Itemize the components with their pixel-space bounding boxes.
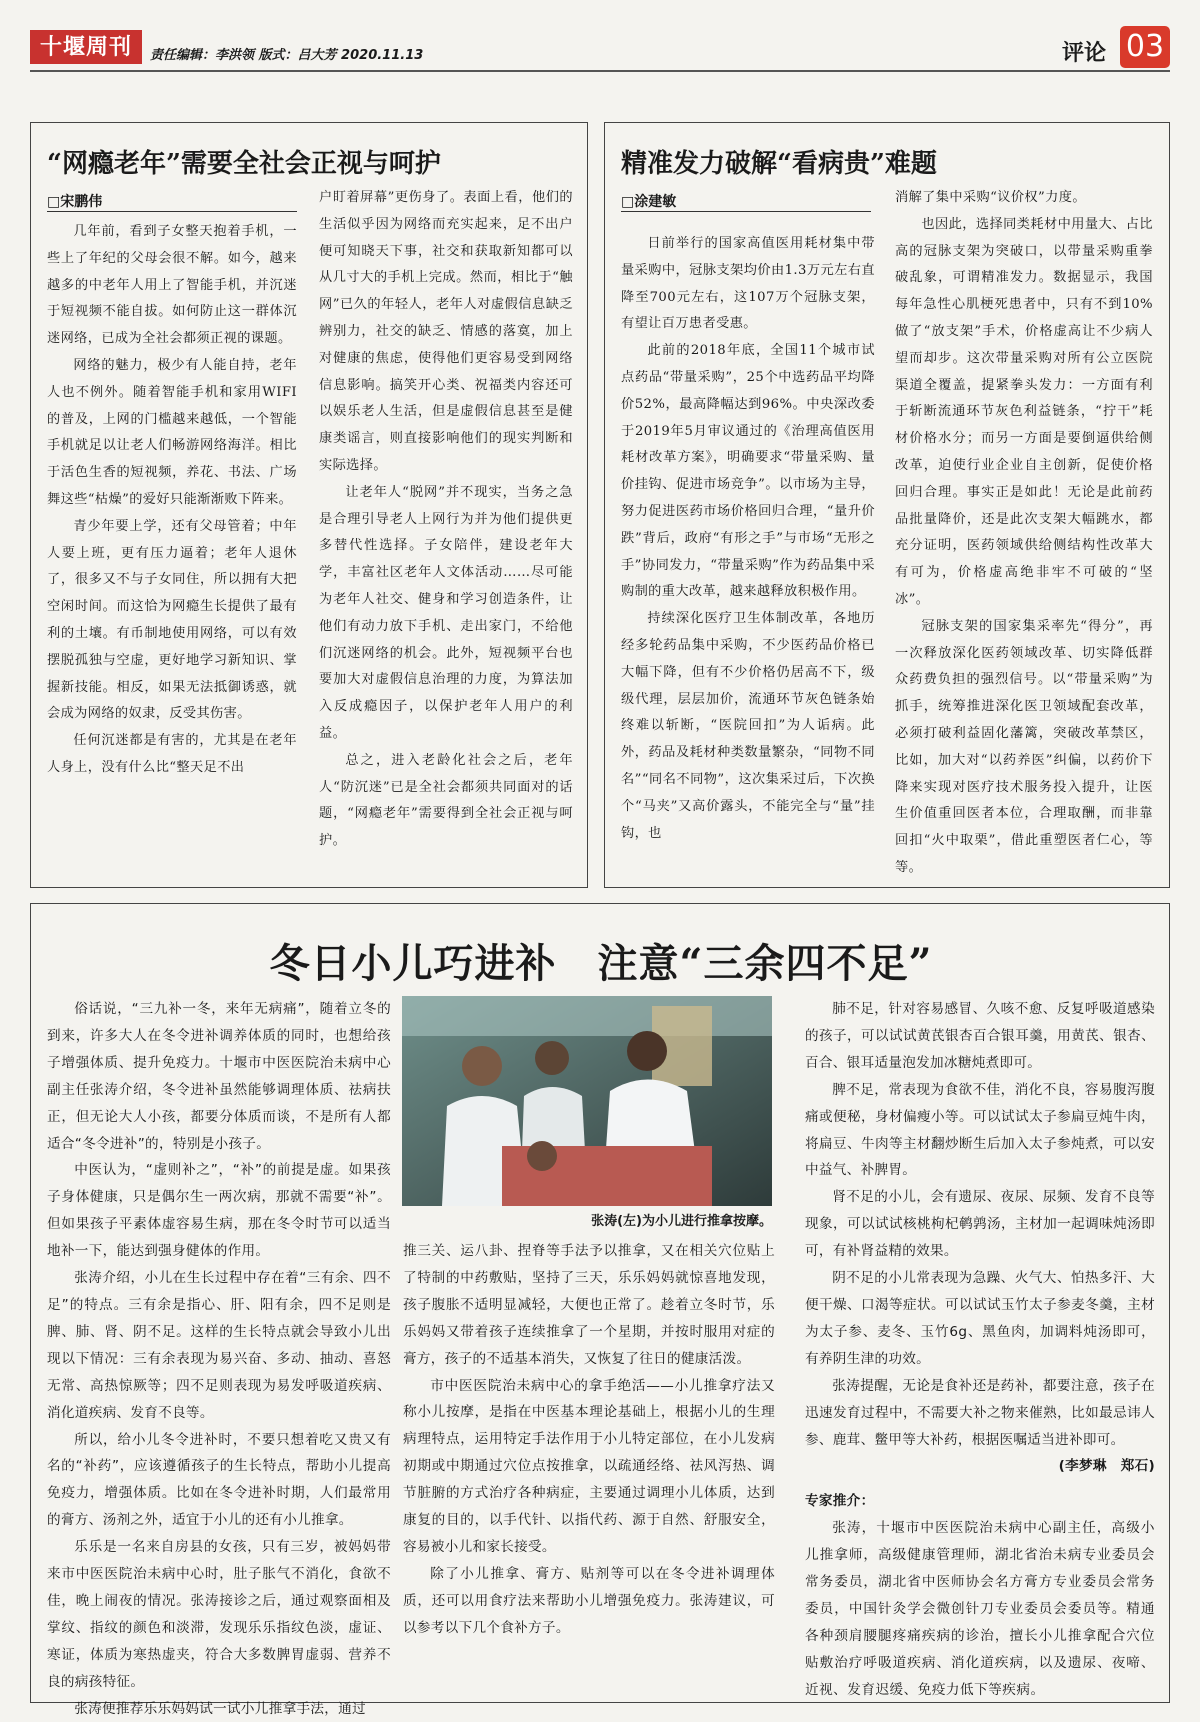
paragraph: 让老年人“脱网”并不现实，当务之急是合理引导老人上网行为并为他们提供更多替代性选择。子女陪伴，建设老年大学，丰富社区老年人文体活动……尽可能为老年人社交、健身和学习创造条件，让他们有动力放下手机、走出家门，不给他们沉迷网络的机会。此外，短视频平台也要加大对虚假信息治理的力度，为算法加入反成瘾因子，以保护老年人用户的利益。 <box>319 484 573 741</box>
bottom-article-column-3 <box>805 996 1155 1704</box>
massage-photo <box>402 996 772 1206</box>
paragraph: 持续深化医疗卫生体制改革，各地历经多轮药品集中采购，不少医药品价格已大幅下降，但有不少价格仍居高不下，级级代理，层层加价，流通环节灰色链条始终难以斩断，“医院回扣”为人诟病。此外，药品及耗材种类数量繁杂，“同物不同名”“同名不同物”，这次集采过后，下次换个“马夹”又高价露头，不能完全与“量”挂钩，也 <box>621 611 875 841</box>
photo-caption: 张涛(左)为小儿进行推拿按摩。 <box>591 1214 772 1229</box>
section-label: 评论 <box>1062 41 1107 66</box>
paragraph: 任何沉迷都是有害的，尤其是在老年人身上，没有什么比“整天足不出 <box>47 733 297 775</box>
left-article-author: □宋鹏伟 <box>47 194 103 210</box>
bottom-article-column-2 <box>403 1238 775 1642</box>
right-article-column-1 <box>621 231 875 847</box>
right-article-title: 精准发力破解“看病贵”难题 <box>621 149 937 179</box>
paragraph: 几年前，看到子女整天抱着手机，一些上了年纪的父母会很不解。如今，越来越多的中老年人用上了智能手机，并沉迷于短视频不能自拔。如何防止这一群体沉迷网络，已成为全社会都须正视的课题。 <box>47 224 297 347</box>
paragraph: 日前举行的国家高值医用耗材集中带量采购中，冠脉支架均价由1.3万元左右直降至700元左右，这107万个冠脉支架，有望让百万患者受惠。 <box>621 236 875 332</box>
bottom-article-title: 冬日小儿巧进补 注意“三余四不足” <box>269 940 933 987</box>
page-number-badge: 03 <box>1120 26 1170 68</box>
paragraph: 所以，给小儿冬令进补时，不要只想着吃又贵又有名的“补药”，应该遵循孩子的生长特点，帮助小儿提高免疫力，增强体质。比如在冬令进补时期，人们最常用的膏方、汤剂之外，适宜于小儿的还有小儿推拿。 <box>47 1431 391 1529</box>
paragraph: 推三关、运八卦、捏脊等手法予以推拿，又在相关穴位贴上了特制的中药敷贴，坚持了三天，乐乐妈妈就惊喜地发现，孩子腹胀不适明显减轻，大便也正常了。趁着立冬时节，乐乐妈妈又带着孩子连续推拿了一个星期，并按时服用对症的膏方，孩子的不适基本消失，又恢复了往日的健康活泼。 <box>403 1243 775 1367</box>
paragraph: 此前的2018年底，全国11个城市试点药品“带量采购”，25个中选药品平均降价52%，最高降幅达到96%。中央深改委于2019年5月审议通过的《治理高值医用耗材改革方案》，明确要求“带量采购、量价挂钩、促进市场竞争”。以市场为主导，努力促进医药市场价格回归合理，“量升价跌”背后，政府“有形之手”与市场“无形之手”协同发力，“带量采购”作为药品集中采购制的重大改革，越来越释放积极作用。 <box>621 343 875 600</box>
paragraph: 肺不足，针对容易感冒、久咳不愈、反复呼吸道感染的孩子，可以试试黄芪银杏百合银耳羹，用黄芪、银杏、百合、银耳适量泡发加冰糖炖煮即可。 <box>805 1001 1155 1071</box>
paragraph: 张涛提醒，无论是食补还是药补，都要注意，孩子在迅速发育过程中，不需要大补之物来催熟，比如最忌讳人参、鹿茸、鳖甲等大补药，根据医嘱适当进补即可。 <box>805 1377 1155 1448</box>
right-article-author: □涂建敏 <box>621 194 677 210</box>
paragraph: 也因此，选择同类耗材中用量大、占比高的冠脉支架为突破口，以带量采购重拳破乱象，可谓精准发力。数据显示，我国每年急性心肌梗死患者中，只有不到10%做了“放支架”手术，价格虚高让不少病人望而却步。这次带量采购对所有公立医院渠道全覆盖，提紧拳头发力：一方面有利于斩断流通环节灰色利益链条，“拧干”耗材价格水分；而另一方面是要倒逼供给侧改革，迫使行业企业自主创新，促使价格回归合理。事实正是如此！无论是此前药品批量降价，还是此次支架大幅跳水，都充分证明，医药领域供给侧结构性改革大有可为，价格虚高绝非牢不可破的“坚冰”。 <box>895 216 1153 607</box>
left-article-title: “网瘾老年”需要全社会正视与呵护 <box>47 149 441 179</box>
paragraph: 脾不足，常表现为食欲不佳，消化不良，容易腹泻腹痛或便秘，身材偏瘦小等。可以试试太子参扁豆炖牛肉，将扁豆、牛肉等主材翻炒断生后加入太子参炖煮，可以安中益气、补脾胃。 <box>805 1081 1155 1179</box>
paragraph: 冠脉支架的国家集采率先“得分”，再一次释放深化医药领域改革、切实降低群众药费负担的强烈信号。以“带量采购”为抓手，统筹推进深化医卫领域配套改革，必须打破利益固化藩篱，突破改革禁区，比如，加大对“以药养医”纠偏，以药价下降来实现对医疗技术服务投入提升，让医生价值重回医者本位，合理取酬，而非靠回扣“火中取栗”，借此重塑医者仁心，等等。 <box>895 618 1153 875</box>
paragraph: 网络的魅力，极少有人能自持，老年人也不例外。随着智能手机和家用WIFI的普及，上网的门槛越来越低，一个智能手机就足以让老人们畅游网络海洋。相比于活色生香的短视频，养花、书法、广场舞这些“枯燥”的爱好只能渐渐败下阵来。 <box>47 357 297 507</box>
header-rule <box>30 70 1170 72</box>
left-article <box>30 122 588 888</box>
paragraph: 市中医医院治未病中心的拿手绝活——小儿推拿疗法又称小儿按摩，是指在中医基本理论基础上，根据小儿的生理病理特点，运用特定手法作用于小儿特定部位，在小儿发病初期或中期通过穴位点按推拿，以疏通经络、祛风泻热、调节脏腑的方式治疗各种病症，主要通过调理小儿体质，达到康复的目的，以手代针、以指代药、源于自然、舒服安全，容易被小儿和家长接受。 <box>403 1377 775 1555</box>
expert-label: 专家推介： <box>805 1493 875 1510</box>
masthead-logo: 十堰周刊 <box>30 30 142 64</box>
paragraph: 张涛介绍，小儿在生长过程中存在着“三有余、四不足”的特点。三有余是指心、肝、阳有余，四不足则是脾、肺、肾、阴不足。这样的生长特点就会导致小儿出现以下情况：三有余表现为易兴奋、多动、抽动、喜怒无常、高热惊厥等；四不足则表现为易发呼吸道疾病、消化道疾病、发育不良等。 <box>47 1270 391 1421</box>
paragraph: 乐乐是一名来自房县的女孩，只有三岁，被妈妈带来市中医医院治未病中心时，肚子胀气不消化，食欲不佳，晚上闹夜的情况。张涛接诊之后，通过观察面相及掌纹、指纹的颜色和淡滞，发现乐乐指纹色淡，虚证、寒证，体质为寒热虚夹，符合大多数脾胃虚弱、营养不良的病孩特征。 <box>47 1539 391 1690</box>
photo-illustration <box>402 996 772 1206</box>
paragraph: 中医认为，“虚则补之”，“补”的前提是虚。如果孩子身体健康，只是偶尔生一两次病，那就不需要“补”。但如果孩子平素体虚容易生病，那在冬令时节可以适当地补一下，能达到强身健体的作用。 <box>47 1162 391 1260</box>
editor-credits: 责任编辑：李洪领 版式：吕大芳 2020.11.13 <box>150 48 424 63</box>
paragraph: 张涛便推荐乐乐妈妈试一试小儿推拿手法，通过 <box>74 1700 366 1717</box>
paragraph: 阴不足的小儿常表现为急躁、火气大、怕热多汗、大便干燥、口渴等症状。可以试试玉竹太子参麦冬羹，主材为太子参、麦冬、玉竹6g、黑鱼肉，加调料炖汤即可，有养阴生津的功效。 <box>805 1270 1155 1367</box>
author-underline <box>621 211 871 212</box>
author-underline <box>47 211 297 212</box>
paragraph: 青少年要上学，还有父母管着；中年人要上班，更有压力逼着；老年人退休了，很多又不与子女同住，所以拥有大把空闲时间。而这恰为网瘾生长提供了最有利的土壤。有币制地使用网络，可以有效摆脱孤独与空虚，更好地学习新知识、掌握新技能。相反，如果无法抵御诱惑，就会成为网络的奴隶，反受其伤害。 <box>47 518 297 722</box>
left-article-column-2 <box>319 185 573 855</box>
right-article <box>604 122 1170 888</box>
paragraph: 除了小儿推拿、膏方、贴剂等可以在冬令进补调理体质，还可以用食疗法来帮助小儿增强免疫力。张涛建议，可以参考以下几个食补方子。 <box>403 1565 775 1636</box>
expert-bio: 张涛，十堰市中医医院治未病中心副主任，高级小儿推拿师，高级健康管理师，湖北省治未病专业委员会常务委员，湖北省中医师协会名方膏方专业委员会常务委员，中国针灸学会微创针刀专业委员会委员等。精通各种颈肩腰腿疼痛疾病的诊治，擅长小儿推拿配合穴位贴敷治疗呼吸道疾病、消化道疾病，以及遗尿、夜啼、近视、发育迟缓、免疫力低下等疾病。 <box>805 1520 1155 1698</box>
paragraph: 消解了集中采购“议价权”力度。 <box>895 190 1086 205</box>
left-article-column-1 <box>47 219 297 782</box>
right-article-column-2 <box>895 185 1153 882</box>
bottom-article-column-1 <box>47 996 391 1722</box>
article-signature: (李梦琳 郑石) <box>1058 1458 1155 1475</box>
paragraph: 户盯着屏幕”更伤身了。表面上看，他们的生活似乎因为网络而充实起来，足不出户便可知晓天下事，社交和获取新知都可以从几寸大的手机上完成。然而，相比于“触网”已久的年轻人，老年人对虚假信息缺乏辨别力，社交的缺乏、情感的落寞，加上对健康的焦虑，使得他们更容易受到网络信息影响。搞笑开心类、祝福类内容还可以娱乐老人生活，但是虚假信息甚至是健康类谣言，则直接影响他们的现实判断和实际选择。 <box>319 190 573 473</box>
paragraph: 肾不足的小儿，会有遗尿、夜尿、尿频、发育不良等现象，可以试试核桃枸杞鹌鹑汤，主材加一起调味炖汤即可，有补肾益精的效果。 <box>805 1189 1155 1260</box>
paragraph: 俗话说，“三九补一冬，来年无病痛”，随着立冬的到来，许多大人在冬令进补调养体质的同时，也想给孩子增强体质、提升免疫力。十堰市中医医院治未病中心副主任张涛介绍，冬令进补虽然能够调理体质、祛病扶正，但无论大人小孩，都要分体质而谈，不是所有人都适合“冬令进补”的，特别是小孩子。 <box>47 1001 391 1152</box>
paragraph: 总之，进入老龄化社会之后，老年人“防沉迷”已是全社会都须共同面对的话题，“网瘾老年”需要得到全社会正视与呵护。 <box>319 752 573 849</box>
